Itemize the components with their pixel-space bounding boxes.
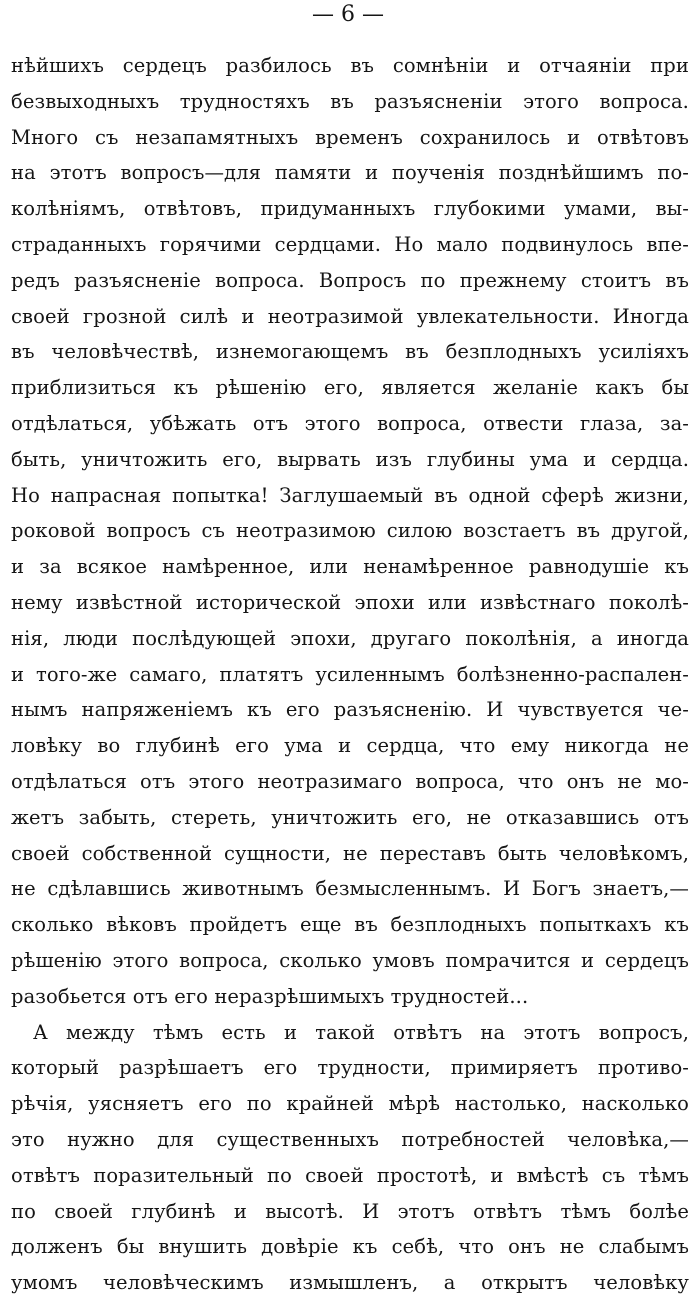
text-line-19: нымъ напряженіемъ къ его разъясненію. И чувствуется че-: [11, 698, 689, 722]
text-line-11: отдѣлаться, убѣжать отъ этого вопроса, отвести глаза, за-: [11, 411, 689, 435]
body-text: [11, 48, 689, 1301]
text-line-8: своей грозной силѣ и неотразимой увлекательности. Иногда: [11, 304, 689, 328]
text-line-5: колѣніямъ, отвѣтовъ, придуманныхъ глубокими умами, вы-: [11, 197, 689, 221]
text-line-2: безвыходныхъ трудностяхъ въ разъясненіи этого вопроса.: [11, 89, 689, 113]
text-line-10: приблизиться къ рѣшенію его, является желаніе какъ бы: [11, 376, 689, 400]
text-line-24: не сдѣлавшись животнымъ безмысленнымъ. И Богъ знаетъ,—: [11, 877, 689, 901]
text-line-32: отвѣтъ поразительный по своей простотѣ, и вмѣстѣ съ тѣмъ: [11, 1163, 689, 1187]
text-line-18: и того-же самаго, платятъ усиленнымъ болѣзненно-распален-: [11, 662, 689, 686]
text-line-31: это нужно для существенныхъ потребностей человѣка,—: [11, 1127, 689, 1151]
text-line-9: въ человѣчествѣ, изнемогающемъ въ безплодныхъ усиліяхъ: [11, 340, 689, 364]
text-line-17: нія, люди послѣдующей эпохи, другаго поколѣнія, а иногда: [11, 626, 689, 650]
text-line-34: долженъ бы внушить довѣріе къ себѣ, что онъ не слабымъ: [11, 1235, 689, 1259]
text-line-25: сколько вѣковъ пройдетъ еще въ безплодныхъ попыткахъ къ: [11, 913, 689, 937]
text-line-4: на этотъ вопросъ—для памяти и поученія позднѣйшимъ по-: [11, 161, 689, 185]
text-line-6: страданныхъ горячими сердцами. Но мало подвинулось впе-: [11, 232, 689, 256]
text-line-13: Но напрасная попытка! Заглушаемый въ одной сферѣ жизни,: [11, 483, 689, 507]
text-line-27: разобьется отъ его неразрѣшимыхъ трудностей...: [11, 984, 529, 1008]
text-line-26: рѣшенію этого вопроса, сколько умовъ помрачится и сердецъ: [11, 948, 689, 972]
text-line-3: Много съ незапамятныхъ временъ сохранилось и отвѣтовъ: [11, 125, 689, 149]
page-number: — 6 —: [312, 2, 384, 27]
text-line-22: жетъ забыть, стереть, уничтожить его, не отказавшись отъ: [11, 805, 689, 829]
text-line-35: умомъ человѣческимъ измышленъ, а открытъ человѣку: [11, 1271, 689, 1295]
text-line-21: отдѣлаться отъ этого неотразимаго вопроса, что онъ не мо-: [11, 769, 689, 793]
text-line-30: рѣчія, уясняетъ его по крайней мѣрѣ настолько, насколько: [11, 1092, 689, 1116]
text-line-20: ловѣку во глубинѣ его ума и сердца, что ему никогда не: [11, 734, 689, 758]
text-line-29: который разрѣшаетъ его трудности, примиряетъ противо-: [11, 1056, 689, 1080]
text-line-15: и за всякое намѣренное, или ненамѣренное равнодушіе къ: [11, 555, 689, 579]
text-line-28: А между тѣмъ есть и такой отвѣтъ на этотъ вопросъ,: [33, 1020, 689, 1044]
text-line-14: роковой вопросъ съ неотразимою силою возстаетъ въ другой,: [11, 519, 689, 543]
text-line-23: своей собственной сущности, не переставъ быть человѣкомъ,: [11, 841, 689, 865]
text-line-1: нѣйшихъ сердецъ разбилось въ сомнѣніи и отчаяніи при: [11, 54, 689, 77]
text-line-33: по своей глубинѣ и высотѣ. И этотъ отвѣтъ тѣмъ болѣе: [11, 1199, 689, 1223]
text-line-12: быть, уничтожить его, вырвать изъ глубины ума и сердца.: [11, 447, 689, 471]
text-line-7: редъ разъясненіе вопроса. Вопросъ по прежнему стоитъ въ: [11, 268, 689, 292]
text-line-16: нему извѣстной исторической эпохи или извѣстнаго поколѣ-: [11, 590, 689, 614]
